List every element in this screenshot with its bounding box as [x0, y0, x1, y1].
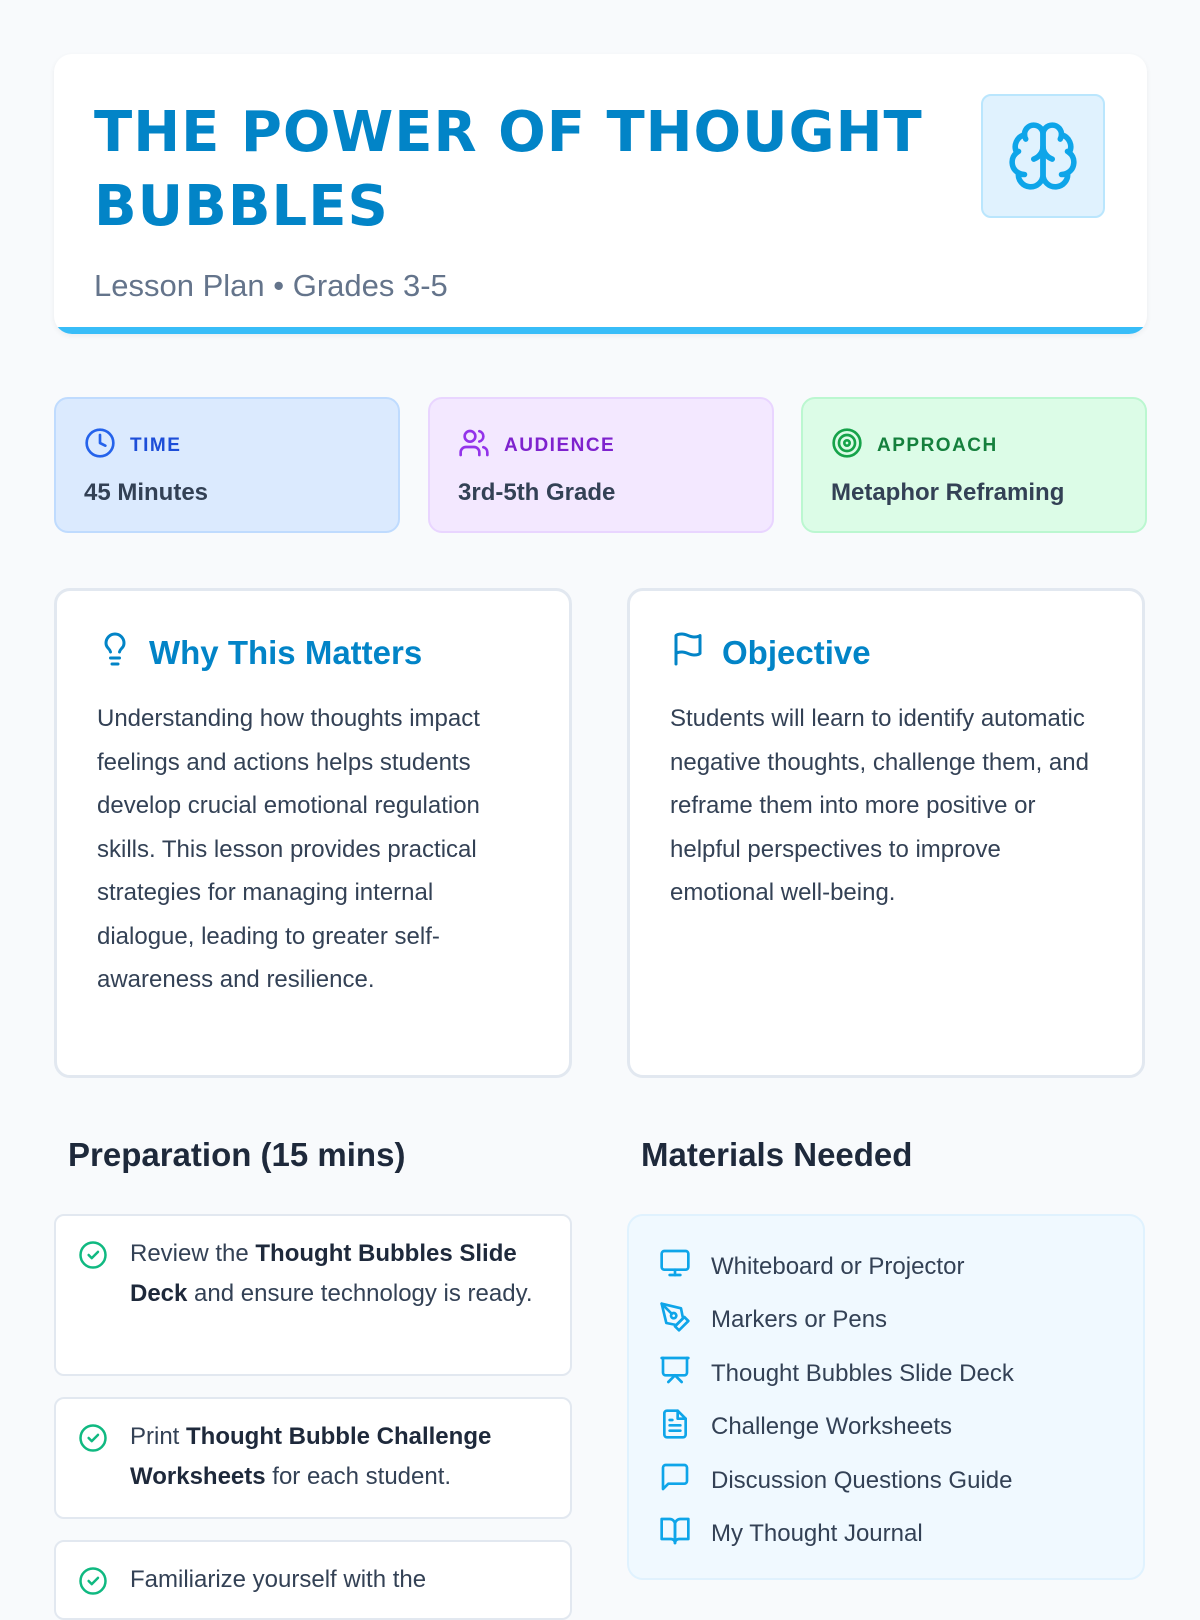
materials-list — [627, 1214, 1145, 1580]
material-label: Challenge Worksheets — [711, 1413, 953, 1441]
list-item — [659, 1454, 1113, 1508]
time-value: 45 Minutes — [84, 479, 209, 506]
audience-card — [428, 397, 774, 533]
message-square-icon — [659, 1461, 691, 1500]
preparation-step — [54, 1540, 572, 1620]
why-body: Understanding how thoughts impact feelings and actions helps students develop crucial emotional regulation skills. This lesson provides practical strategies for managing internal dialogue, leading to greater self-awareness and resilience. — [97, 705, 480, 993]
approach-label-row — [831, 427, 1117, 465]
step-text: Review the Thought Bubbles Slide Deck and ensure technology is ready. — [130, 1240, 533, 1307]
audience-value: 3rd-5th Grade — [458, 479, 616, 506]
check-circle-icon — [78, 1566, 108, 1609]
page-subtitle: Lesson Plan • Grades 3-5 — [94, 268, 448, 303]
list-item — [659, 1508, 1113, 1562]
list-item — [659, 1294, 1113, 1348]
preparation-step — [54, 1214, 572, 1376]
step-text: Familiarize yourself with the — [130, 1566, 427, 1593]
material-label: Markers or Pens — [711, 1306, 888, 1334]
list-item — [659, 1240, 1113, 1294]
why-heading — [97, 631, 529, 675]
preparation-step — [54, 1397, 572, 1519]
objective-heading — [670, 631, 1102, 675]
why-title: Why This Matters — [149, 634, 423, 671]
material-label: Whiteboard or Projector — [711, 1252, 965, 1280]
lesson-header — [54, 54, 1147, 334]
check-circle-icon — [78, 1423, 108, 1466]
preparation-heading: Preparation (15 mins) — [68, 1136, 406, 1173]
book-open-icon — [659, 1515, 691, 1554]
objective-card — [627, 588, 1145, 1078]
why-this-matters-card — [54, 588, 572, 1078]
audience-label: AUDIENCE — [504, 435, 616, 456]
flag-icon — [670, 631, 706, 675]
material-label: Thought Bubbles Slide Deck — [711, 1359, 1014, 1387]
users-icon — [458, 427, 490, 465]
page-title: THE POWER OF THOUGHT BUBBLES — [94, 100, 923, 239]
pen-tool-icon — [659, 1301, 691, 1340]
time-label-row — [84, 427, 370, 465]
material-label: My Thought Journal — [711, 1520, 923, 1548]
step-text: Print Thought Bubble Challenge Worksheets for each student. — [130, 1423, 492, 1490]
file-text-icon — [659, 1408, 691, 1447]
objective-body: Students will learn to identify automatic negative thoughts, challenge them, and reframe them into more positive or helpful perspectives to improve emotional well-being. — [670, 705, 1089, 906]
target-icon — [831, 427, 863, 465]
check-circle-icon — [78, 1240, 108, 1283]
materials-heading: Materials Needed — [641, 1136, 913, 1173]
time-label: TIME — [130, 435, 182, 456]
clock-icon — [84, 427, 116, 465]
lightbulb-icon — [97, 631, 133, 675]
audience-label-row — [458, 427, 744, 465]
approach-card — [801, 397, 1147, 533]
material-label: Discussion Questions Guide — [711, 1466, 1013, 1494]
approach-value: Metaphor Reframing — [831, 479, 1065, 506]
list-item — [659, 1347, 1113, 1401]
monitor-icon — [659, 1247, 691, 1286]
brain-icon — [981, 94, 1105, 218]
presentation-icon — [659, 1354, 691, 1393]
time-card — [54, 397, 400, 533]
list-item — [659, 1401, 1113, 1455]
objective-title: Objective — [722, 634, 871, 671]
approach-label: APPROACH — [877, 435, 998, 456]
